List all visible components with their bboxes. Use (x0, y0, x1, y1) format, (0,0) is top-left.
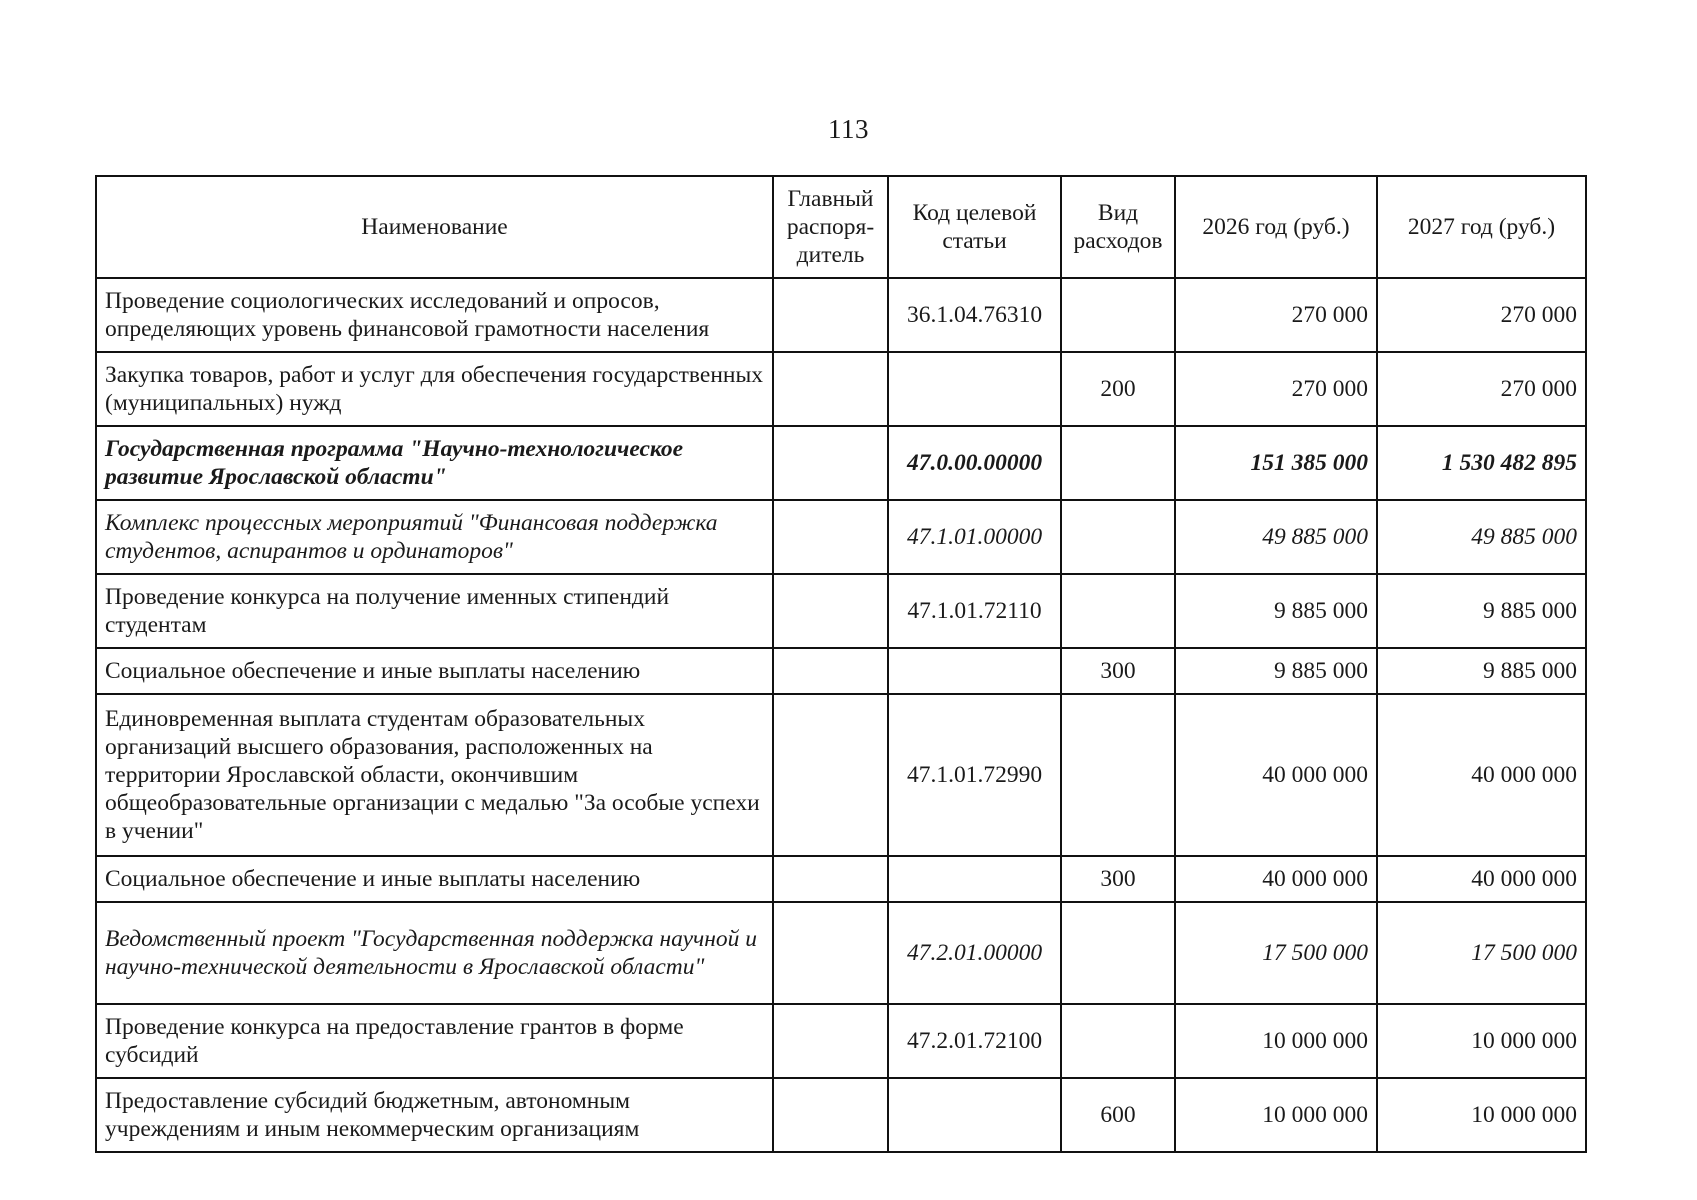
cell-code: 47.1.01.00000 (888, 500, 1061, 574)
cell-name: Государственная программа "Научно-технологическое развитие Ярославской области" (96, 426, 773, 500)
cell-manager (773, 856, 888, 902)
cell-expense-type (1061, 902, 1175, 1004)
cell-code: 47.2.01.72100 (888, 1004, 1061, 1078)
table-row (96, 856, 1586, 902)
cell-name: Комплекс процессных мероприятий "Финансовая поддержка студентов, аспирантов и ординаторов" (96, 500, 773, 574)
table-row (96, 694, 1586, 856)
table-row (96, 352, 1586, 426)
cell-expense-type: 600 (1061, 1078, 1175, 1152)
cell-amount-2026: 151 385 000 (1175, 426, 1377, 500)
cell-expense-type (1061, 694, 1175, 856)
cell-amount-2026: 49 885 000 (1175, 500, 1377, 574)
cell-expense-type: 300 (1061, 648, 1175, 694)
cell-code: 47.1.01.72990 (888, 694, 1061, 856)
cell-amount-2027: 10 000 000 (1377, 1078, 1586, 1152)
header-name: Наименование (96, 176, 773, 278)
cell-name: Социальное обеспечение и иные выплаты населению (96, 856, 773, 902)
cell-code (888, 856, 1061, 902)
cell-expense-type (1061, 500, 1175, 574)
cell-amount-2027: 40 000 000 (1377, 694, 1586, 856)
cell-manager (773, 1004, 888, 1078)
table-row (96, 1004, 1586, 1078)
table-row (96, 1078, 1586, 1152)
cell-manager (773, 278, 888, 352)
cell-expense-type (1061, 426, 1175, 500)
cell-amount-2026: 270 000 (1175, 278, 1377, 352)
cell-name: Социальное обеспечение и иные выплаты населению (96, 648, 773, 694)
cell-name: Проведение конкурса на получение именных стипендий студентам (96, 574, 773, 648)
cell-code (888, 352, 1061, 426)
table-row (96, 500, 1586, 574)
cell-amount-2027: 10 000 000 (1377, 1004, 1586, 1078)
cell-name: Проведение конкурса на предоставление грантов в форме субсидий (96, 1004, 773, 1078)
cell-manager (773, 352, 888, 426)
cell-expense-type (1061, 278, 1175, 352)
cell-amount-2027: 270 000 (1377, 278, 1586, 352)
cell-amount-2026: 40 000 000 (1175, 694, 1377, 856)
cell-amount-2026: 40 000 000 (1175, 856, 1377, 902)
budget-table (95, 175, 1587, 1153)
cell-code: 47.1.01.72110 (888, 574, 1061, 648)
cell-code: 47.0.00.00000 (888, 426, 1061, 500)
header-expense-type: Вид расходов (1061, 176, 1175, 278)
cell-expense-type (1061, 1004, 1175, 1078)
cell-amount-2027: 49 885 000 (1377, 500, 1586, 574)
cell-name: Предоставление субсидий бюджетным, автономным учреждениям и иным некоммерческим организациям (96, 1078, 773, 1152)
header-2026: 2026 год (руб.) (1175, 176, 1377, 278)
cell-manager (773, 694, 888, 856)
table-row (96, 574, 1586, 648)
cell-manager (773, 902, 888, 1004)
cell-amount-2027: 9 885 000 (1377, 648, 1586, 694)
cell-amount-2027: 9 885 000 (1377, 574, 1586, 648)
cell-amount-2027: 270 000 (1377, 352, 1586, 426)
cell-expense-type: 300 (1061, 856, 1175, 902)
cell-amount-2026: 270 000 (1175, 352, 1377, 426)
cell-name: Единовременная выплата студентам образовательных организаций высшего образования, расположенных на территории Ярославской области, окончившим общеобразовательные организации с медалью "За особые успехи в учении" (96, 694, 773, 856)
table-row (96, 426, 1586, 500)
cell-amount-2026: 9 885 000 (1175, 648, 1377, 694)
cell-amount-2027: 1 530 482 895 (1377, 426, 1586, 500)
cell-name: Проведение социологических исследований и опросов, определяющих уровень финансовой грамотности населения (96, 278, 773, 352)
cell-manager (773, 500, 888, 574)
cell-amount-2026: 17 500 000 (1175, 902, 1377, 1004)
header-manager: Главный распоря-дитель (773, 176, 888, 278)
header-code: Код целевой статьи (888, 176, 1061, 278)
cell-amount-2027: 17 500 000 (1377, 902, 1586, 1004)
table-row (96, 278, 1586, 352)
cell-name: Ведомственный проект "Государственная поддержка научной и научно-технической деятельности в Ярославской области" (96, 902, 773, 1004)
cell-code: 36.1.04.76310 (888, 278, 1061, 352)
cell-code: 47.2.01.00000 (888, 902, 1061, 1004)
cell-code (888, 648, 1061, 694)
table-header-row (96, 176, 1586, 278)
page-number: 113 (828, 114, 869, 144)
cell-amount-2027: 40 000 000 (1377, 856, 1586, 902)
cell-manager (773, 574, 888, 648)
cell-expense-type: 200 (1061, 352, 1175, 426)
cell-amount-2026: 10 000 000 (1175, 1078, 1377, 1152)
cell-manager (773, 426, 888, 500)
table-row (96, 648, 1586, 694)
cell-amount-2026: 10 000 000 (1175, 1004, 1377, 1078)
header-2027: 2027 год (руб.) (1377, 176, 1586, 278)
cell-code (888, 1078, 1061, 1152)
table-row (96, 902, 1586, 1004)
cell-manager (773, 648, 888, 694)
cell-amount-2026: 9 885 000 (1175, 574, 1377, 648)
table-body (96, 278, 1586, 1152)
cell-name: Закупка товаров, работ и услуг для обеспечения государственных (муниципальных) нужд (96, 352, 773, 426)
cell-expense-type (1061, 574, 1175, 648)
cell-manager (773, 1078, 888, 1152)
